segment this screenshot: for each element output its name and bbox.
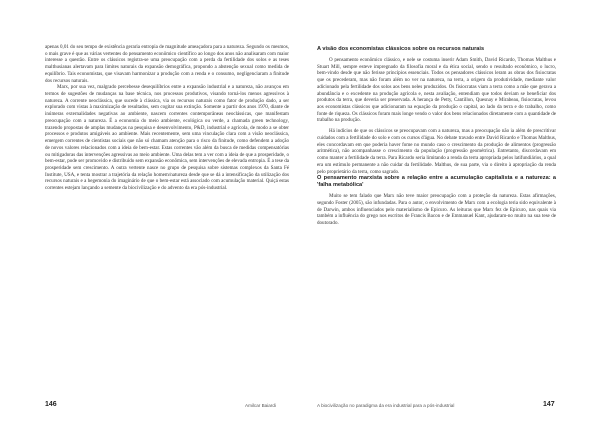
section-heading: O pensamento marxista sobre a relação entre a acumulação capitalista e a natureza: a 'falha metabólica' (317, 175, 556, 189)
paragraph: O pensamento econômico clássico, e nele se costuma inserir Adam Smith, David Ricardo, Thomas Malthus e Stuart Mill, sempre esteve impregnado da filosofia moral e da ética social, sendo o resultado econômico, o lucro, bem-vindo desde que não ferisse princípios essenciais. Todos os pensadores clássicos leram as obras dos fisiocratas que os precederam, mas não foram além no ver na natureza, na terra, a origem da produtividade, mediante valor adicionado pela fertilidade dos solos aos bens neles produzidos. Os fisiocratas viam a terra como a mãe que gerava a abundância e o excedente na produção agrícola e, nesta avaliação, entendiam que todos deviam se beneficiar dos produtos da terra, que deveria ser preservada. A herança de Petty, Cantillon, Quesnay e Mirabeau, fisiocratas, levou aos economistas clássicos que adicionaram na equação da produção o capital, ao lado da terra e do trabalho, como fonte de riqueza. Os clássicos foram mais longe vendo o valor dos bens relacionados diretamente com a quantidade de trabalho na produção. (317, 57, 556, 124)
paragraph: Muito se tem falado que Marx não teve maior preocupação com a proteção da natureza. Estas afirmações, segundo Foster (2005), são infundadas. Para o autor, o envolvimento de Marx com a ecologia teria sido equivalente à de Darwin, ambos influenciados pelo materialismo de Epicuro. As leituras que Marx fez de Epicuro, nas quais via também a influência do grego nos escritos de Francis Bacon e de Emmanuel Kant, ajudaram-no muito na sua tese de doutorado. (317, 193, 556, 227)
left-page-text (45, 44, 289, 192)
running-title: A biocivilização no paradigma da era industrial para a pós-industrial (317, 403, 455, 408)
page-number-left: 146 (45, 401, 57, 408)
right-page-text (317, 46, 556, 227)
paragraph: Marx, por sua vez, malgrado percebesse desequilíbrios entre a expansão industrial e a natureza, não avançou em termos de sugestões de mudanças na base técnica, nos processos produtivos, visando torná-los menos agressivos à natureza. A corrente neoclássica, que sucede à clássica, via os recursos naturais como fator de produção dado, a ser explorado com vistas à maximização de resultados, sem cogitar sua extinção. Somente a partir dos anos 1970, diante de inúmeras externalidades negativas ao ambiente, nascem correntes contemporâneas neoclássicas, que manifestam preocupação com a natureza. É a economia do meio ambiente, ecológica ou verde, a chamada green technology, trazendo propostas de amplas mudanças na pesquisa e desenvolvimento, P&D, industrial e agrícola, de modo a se obter processos e produtos amigáveis ao ambiente. Mais recentemente, sem uma vinculação clara com a visão neoclássica, emergem correntes de cientistas sociais que não só chamam atenção para o risco da finitude, como defendem a adoção de novos valores relacionados com a ideia de bem-estar. Estas correntes vão além da busca de medidas compensatórias ou mitigadoras das intervenções agressivas ao meio ambiente. Uma delas tem a ver com a ideia de que a prosperidade, o bem-estar, pode ser promovido e distribuído sem expansão econômica, sem intervenções de elevada entropia. É a tese da prosperidade sem crescimento. A outra vertente nasce no grupo de pesquisa sobre sistemas complexos da Santa Fé Institute, USA, e tenta mostrar a trajetória da relação homem/natureza desde que se dá a intensificação da utilização dos recursos naturais e a hegemonia do imaginário de que o bem-estar está associado com acumulação material. Quiçá estas correntes estejam lançando a semente da biocivilização e do advento da era pós-industrial. (45, 84, 289, 192)
paragraph: apenas 0,01 do seu tempo de existência geraria entropia de magnitude ameaçadora para a natureza. Segundo os mesmos, o mais grave é que as várias vertentes do pensamento econômico científico ao longo dos anos não analisaram com maior interesse a questão. Entre os clássicos registra-se uma preocupação com a perda da fertilidade dos solos e as teses malthusianas alertavam para limites naturais da expansão demográfica, propondo a abstenção sexual como medida de equilíbrio. Tais economistas, que visavam harmonizar a produção com a renda e o consumo, negligenciaram a finitude dos recursos naturais. (45, 44, 289, 84)
paragraph: Há indícios de que os clássicos se preocupavam com a natureza, mas a preocupação não ia além de prescritivar cuidados com a fertilidade do solo e com os cursos d'água. No debate travado entre David Ricardo e Thomas Malthus, eles concordavam em que poderia haver fome no mundo caso o crescimento da produção de alimentos (progressão aritmética), não acompanhasse o crescimento da população (progressão geométrica). Entretanto, discordavam em como manter a fertilidade da terra. Para Ricardo seria limitando a renda da terra apropriada pelos latifundiários, a qual era um estímulo permanente a não cuidar da fertilidade. Malthus, de sua parte, via o direito à apropriação da renda pelo proprietário da terra, como sagrado. (317, 128, 556, 175)
page-number-right: 147 (543, 401, 555, 408)
section-heading: A visão dos economistas clássicos sobre os recursos naturais (317, 46, 485, 52)
running-author: Amilcar Baiardi (245, 403, 276, 408)
